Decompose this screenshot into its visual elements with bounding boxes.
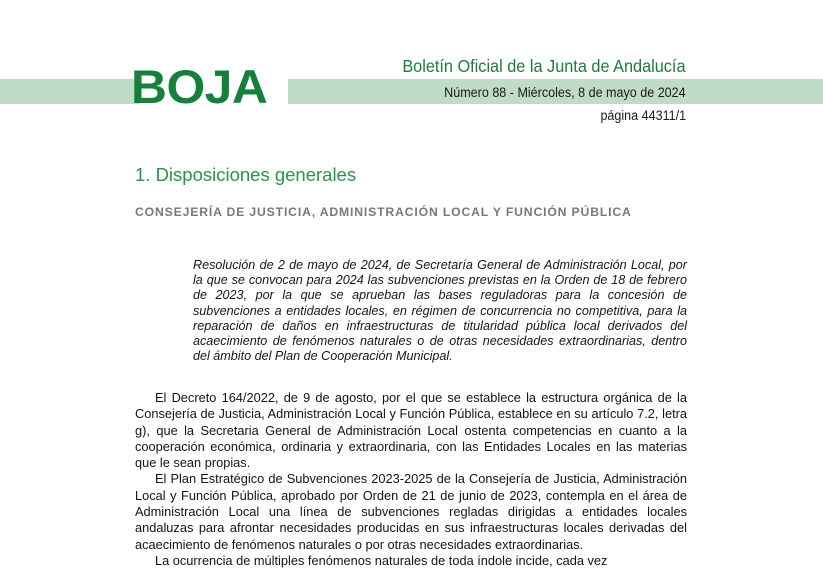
masthead-band-left [0,79,140,104]
masthead-page-number: página 44311/1 [600,108,686,123]
masthead-title: Boletín Oficial de la Junta de Andalucía [402,56,686,76]
boja-logo: BOJA [131,60,268,113]
resolution-title: Resolución de 2 de mayo de 2024, de Secretaría General de Administración Local, por la que se convocan para 2024 las subvenciones previstas en la Orden de 18 de febrero de 2023, por la que se aprueban las bases reguladoras para la concesión de subvenciones a entidades locales, en régimen de concurrencia no competitiva, para la reparación de daños en infraestructuras de titularidad pública local derivados del acaecimiento de fenómenos naturales o de otras necesidades extraordinarias, dentro del ámbito del Plan de Cooperación Municipal. [193,258,687,364]
body-paragraph-1: El Decreto 164/2022, de 9 de agosto, por el que se establece la estructura orgánica de la Consejería de Justicia, Administración Local y Función Pública, establece en su artículo 7.2, letra g), que la Secretaria General de Administración Local ostenta competencias en cuanto a la cooperación económica, ordinaria y extraordinaria, con las Entidades Locales en las materias que le sean propias. [135,390,687,471]
section-title: 1. Disposiciones generales [135,164,357,185]
department-heading: CONSEJERÍA DE JUSTICIA, ADMINISTRACIÓN LOCAL Y FUNCIÓN PÚBLICA [135,205,632,219]
masthead-issue-date: Número 88 - Miércoles, 8 de mayo de 2024 [444,85,686,100]
masthead [0,0,823,130]
body-paragraph-2: El Plan Estratégico de Subvenciones 2023-2025 de la Consejería de Justicia, Administración Local y Función Pública, aprobado por Orden de 21 de junio de 2023, contempla en el área de Administración Local una línea de subvenciones regladas dirigidas a entidades locales andaluzas para afrontar necesidades producidas en sus infraestructuras locales derivadas del acaecimiento de fenómenos naturales o por otras necesidades extraordinarias. [135,471,687,552]
body-text [135,390,687,569]
body-paragraph-3: La ocurrencia de múltiples fenómenos naturales de toda índole incide, cada vez [155,552,608,568]
